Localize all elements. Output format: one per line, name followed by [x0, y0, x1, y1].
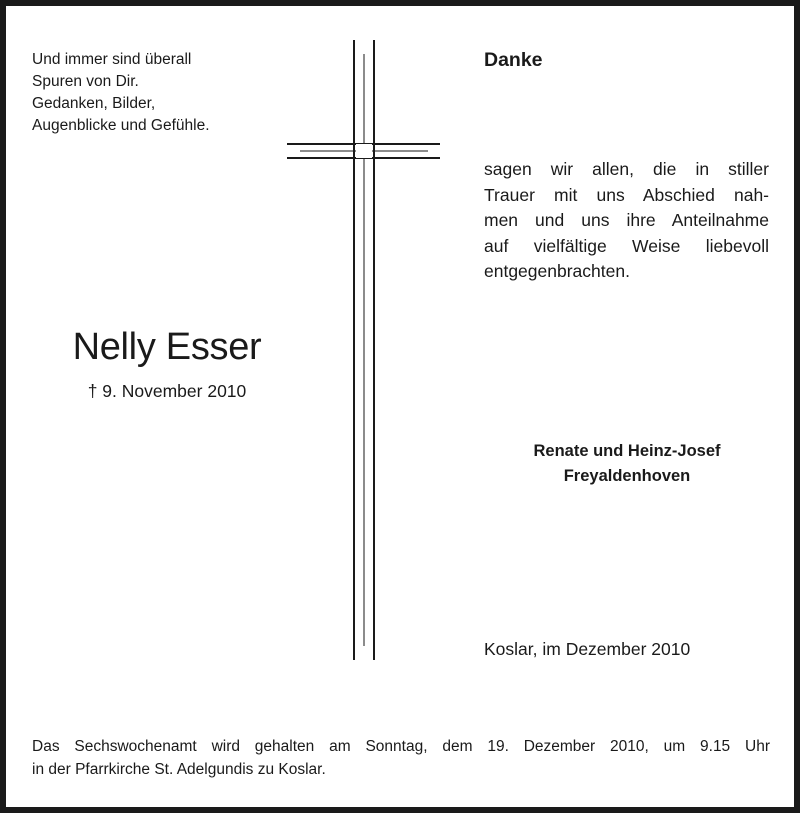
signers [484, 439, 770, 489]
thanks-line: auf vielfältige Weise liebevoll [484, 235, 769, 256]
signer-names: Renate und Heinz-Josef [533, 442, 721, 460]
service-announcement [32, 735, 770, 781]
poem-line: Gedanken, Bilder, [32, 95, 156, 112]
signer-surname: Freyaldenhoven [563, 467, 691, 485]
thanks-line: men und uns ihre Anteilnahme [484, 210, 769, 230]
poem-line: Und immer sind überall [32, 51, 192, 68]
thanks-line: Trauer mit uns Abschied nah- [484, 184, 769, 205]
poem-line: Augenblicke und Gefühle. [32, 117, 210, 134]
thanks-text [484, 157, 769, 285]
deceased-name: Nelly Esser [72, 326, 262, 368]
service-line: Das Sechswochenamt wird gehalten am Sonntag, dem 19. Dezember 2010, um 9.15 Uhr [32, 738, 770, 755]
poem-line: Spuren von Dir. [32, 73, 139, 90]
memorial-poem [32, 49, 210, 137]
thanks-line: entgegenbrachten. [484, 261, 630, 281]
place-date: Koslar, im Dezember 2010 [484, 639, 691, 659]
thanks-title: Danke [484, 49, 543, 71]
thanks-line: sagen wir allen, die in stiller [484, 159, 769, 179]
service-line: in der Pfarrkirche St. Adelgundis zu Koslar. [32, 761, 326, 778]
death-date: † 9. November 2010 [87, 381, 247, 401]
cross-icon [280, 36, 450, 664]
